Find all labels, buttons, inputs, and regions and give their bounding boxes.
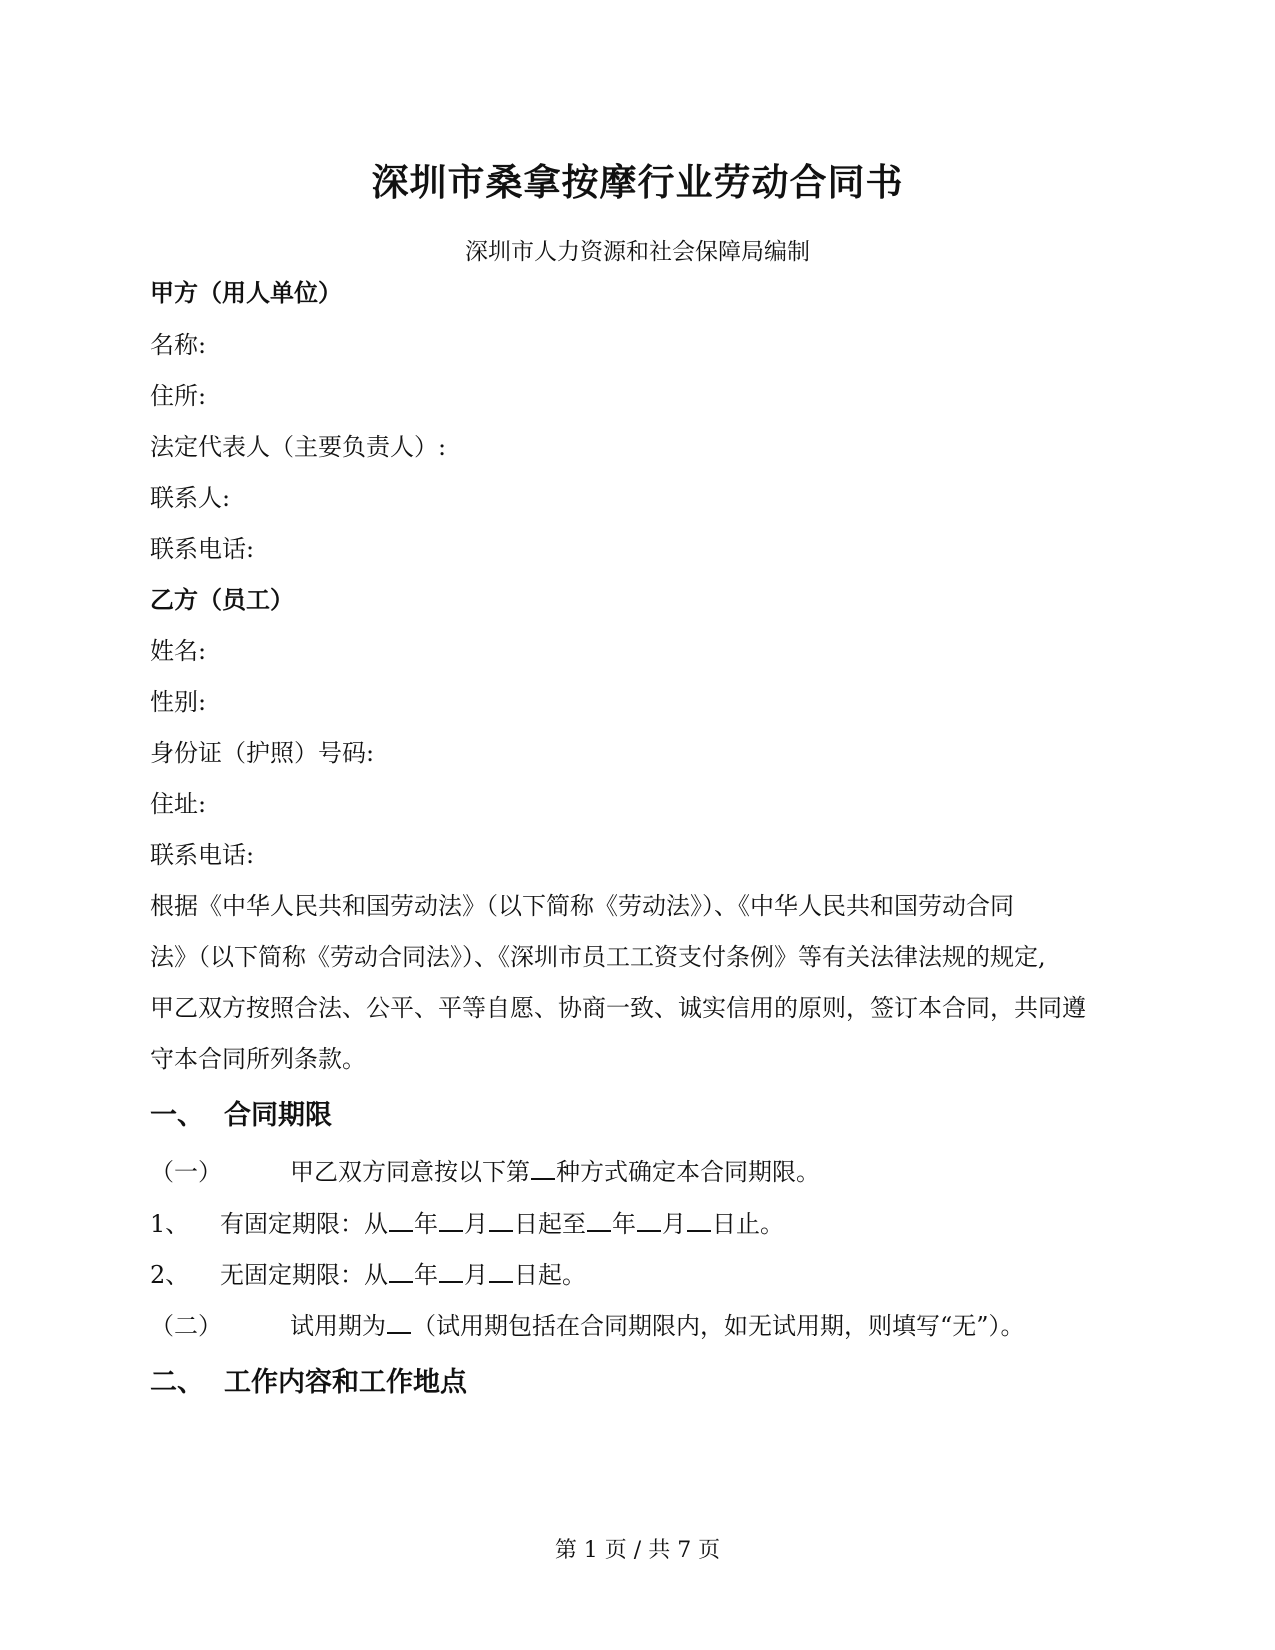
option-number: 2、	[150, 1261, 190, 1289]
fill-blank[interactable]	[489, 1210, 513, 1232]
preamble-line: 守本合同所列条款。	[150, 1045, 366, 1073]
document-subtitle: 深圳市人力资源和社会保障局编制	[465, 239, 810, 265]
party-a-address-label: 住所:	[150, 382, 207, 410]
fill-blank[interactable]	[389, 1210, 413, 1232]
option-fixed-term	[150, 1204, 784, 1239]
section-title: 工作内容和工作地点	[224, 1367, 467, 1398]
clause-number: （一）	[150, 1158, 222, 1186]
preamble-line: 根据《中华人民共和国劳动法》（以下简称《劳动法》）、《中华人民共和国劳动合同	[150, 892, 1014, 920]
document-title: 深圳市桑拿按摩行业劳动合同书	[371, 160, 904, 204]
option-text: 日起至	[514, 1210, 586, 1238]
option-text: 年	[414, 1261, 438, 1289]
party-a-name-label: 名称:	[150, 331, 207, 359]
page-footer: 第 1 页 / 共 7 页	[554, 1538, 721, 1563]
section-heading	[150, 1360, 467, 1399]
option-text: 年	[414, 1210, 438, 1238]
fill-blank[interactable]	[637, 1210, 661, 1232]
party-b-name-label: 姓名:	[150, 637, 207, 665]
section-number: 二、	[150, 1367, 204, 1398]
option-text: 月	[662, 1210, 686, 1238]
fill-blank[interactable]	[489, 1261, 513, 1283]
option-text: 月	[464, 1210, 488, 1238]
option-text: 无固定期限：从	[220, 1261, 388, 1289]
clause-term-method	[150, 1152, 820, 1187]
fill-blank[interactable]	[389, 1261, 413, 1283]
clause-text: 试用期为	[290, 1312, 386, 1340]
fill-blank[interactable]	[387, 1312, 411, 1334]
option-text: 月	[464, 1261, 488, 1289]
fill-blank[interactable]	[439, 1210, 463, 1232]
party-a-phone-label: 联系电话:	[150, 535, 255, 563]
section-heading	[150, 1093, 332, 1132]
preamble-line: 法》（以下简称《劳动合同法》）、《深圳市员工工资支付条例》等有关法律法规的规定,	[150, 943, 1046, 971]
clause-text: 甲乙双方同意按以下第	[290, 1158, 530, 1186]
option-text: 日止。	[712, 1210, 784, 1238]
preamble-line: 甲乙双方按照合法、公平、平等自愿、协商一致、诚实信用的原则，签订本合同，共同遵	[150, 994, 1086, 1022]
fill-blank[interactable]	[439, 1261, 463, 1283]
option-text: 年	[612, 1210, 636, 1238]
section-number: 一、	[150, 1100, 204, 1131]
fill-blank[interactable]	[687, 1210, 711, 1232]
clause-probation	[150, 1306, 1025, 1341]
party-b-phone-label: 联系电话:	[150, 841, 255, 869]
party-b-gender-label: 性别:	[150, 688, 207, 716]
fill-blank[interactable]	[531, 1158, 555, 1180]
option-open-term	[150, 1255, 586, 1290]
option-number: 1、	[150, 1210, 190, 1238]
party-a-heading: 甲方（用人单位）	[150, 278, 342, 307]
section-title: 合同期限	[224, 1100, 332, 1131]
option-text: 日起。	[514, 1261, 586, 1289]
party-b-address-label: 住址:	[150, 790, 207, 818]
party-a-legal-rep-label: 法定代表人（主要负责人）:	[150, 433, 447, 461]
fill-blank[interactable]	[587, 1210, 611, 1232]
party-b-id-label: 身份证（护照）号码:	[150, 739, 375, 767]
party-a-contact-label: 联系人:	[150, 484, 231, 512]
clause-text: （试用期包括在合同期限内，如无试用期，则填写“无”）。	[412, 1312, 1025, 1340]
clause-number: （二）	[150, 1312, 222, 1340]
option-text: 有固定期限：从	[220, 1210, 388, 1238]
clause-text: 种方式确定本合同期限。	[556, 1158, 820, 1186]
party-b-heading: 乙方（员工）	[150, 585, 294, 614]
